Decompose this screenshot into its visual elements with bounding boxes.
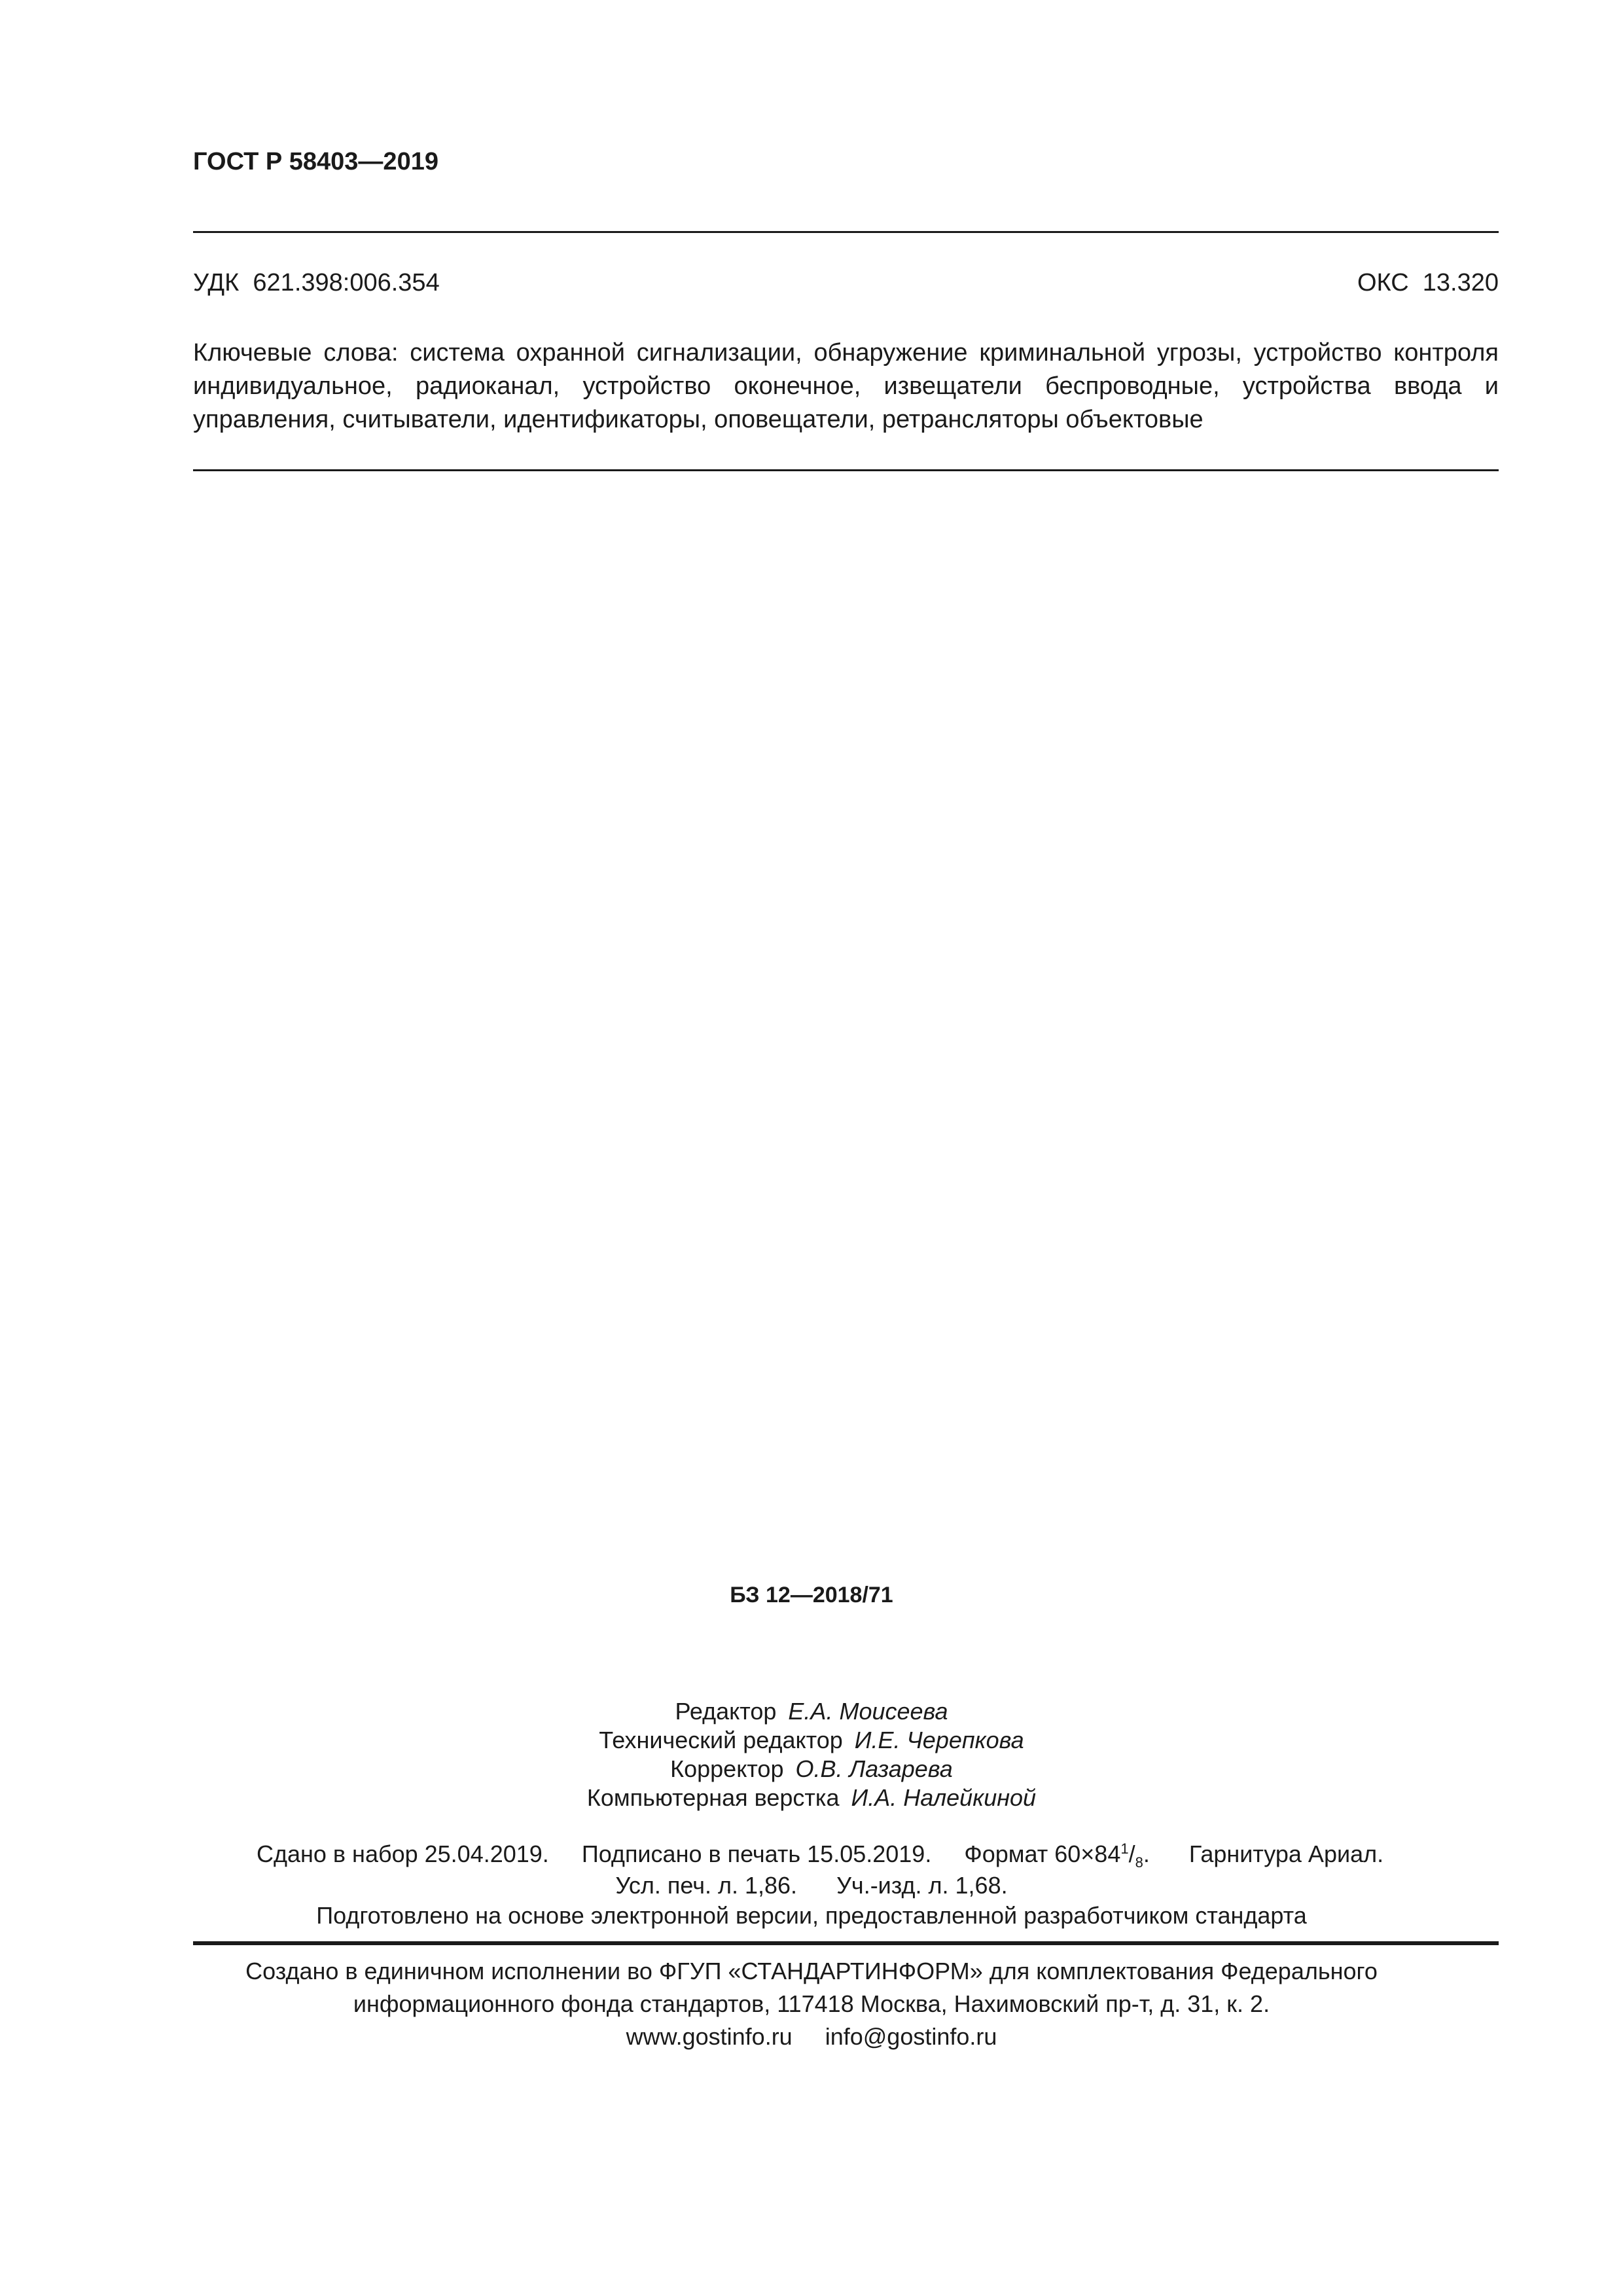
credit-layout [0,1784,1623,1812]
credit-role: Редактор [675,1698,777,1725]
oks-code: ОКС 13.320 [1357,269,1499,296]
website-link[interactable]: www.gostinfo.ru [626,2023,793,2050]
udk-code: УДК 621.398:006.354 [193,269,440,296]
keywords-paragraph: Ключевые слова: система охранной сигнализации, обнаружение криминальной угрозы, устройство контроля индивидуальное, радиоканал, устройство оконечное, извещатели беспроводные, устройства ввода и управления, считыватели, идентификаторы, оповещатели, ретрансляторы объектовые [193,339,1499,433]
credit-name: И.Е. Черепкова [854,1727,1024,1753]
credit-role: Корректор [670,1755,784,1782]
sheets-line [0,1872,1623,1899]
bz-number: БЗ 12—2018/71 [730,1583,893,1607]
credit-name: О.В. Лазарева [795,1755,953,1782]
publication-details-line [257,1840,1383,1871]
document-code: ГОСТ Р 58403—2019 [193,148,438,175]
paper-format: Формат $60\times 84^1/_8$. [964,1840,1150,1871]
credit-name: И.А. Налейкиной [851,1784,1037,1811]
email-link[interactable]: info@gostinfo.ru [825,2023,997,2050]
top-divider [193,231,1499,233]
credit-name: Е.А. Моисеева [788,1698,948,1725]
signed-date: Подписано в печать 15.05.2019. [581,1840,932,1867]
credit-role: Технический редактор [599,1727,843,1753]
creator-line-2: информационного фонда стандартов, 117418 Москва, Нахимовский пр-т, д. 31, к. 2. [353,1990,1270,2017]
credit-tech-editor [0,1727,1623,1754]
prepared-note: Подготовлено на основе электронной версии, предоставленной разработчиком стандарта [316,1902,1307,1929]
publisher-sheets: Уч.-изд. л. 1,68. [836,1872,1008,1899]
contact-line [0,2020,1623,2053]
submitted-date: Сдано в набор 25.04.2019. [257,1840,549,1867]
print-sheets: Усл. печ. л. 1,86. [615,1872,798,1899]
credit-editor [0,1698,1623,1725]
typeface: Гарнитура Ариал. [1188,1840,1384,1867]
credit-role: Компьютерная верстка [586,1784,840,1811]
creator-line-1: Создано в единичном исполнении во ФГУП «СТАНДАРТИНФОРМ» для комплектования Федерального [245,1958,1378,1984]
footer-divider [193,1941,1499,1945]
keywords-divider [193,469,1499,471]
credit-proofreader [0,1755,1623,1783]
